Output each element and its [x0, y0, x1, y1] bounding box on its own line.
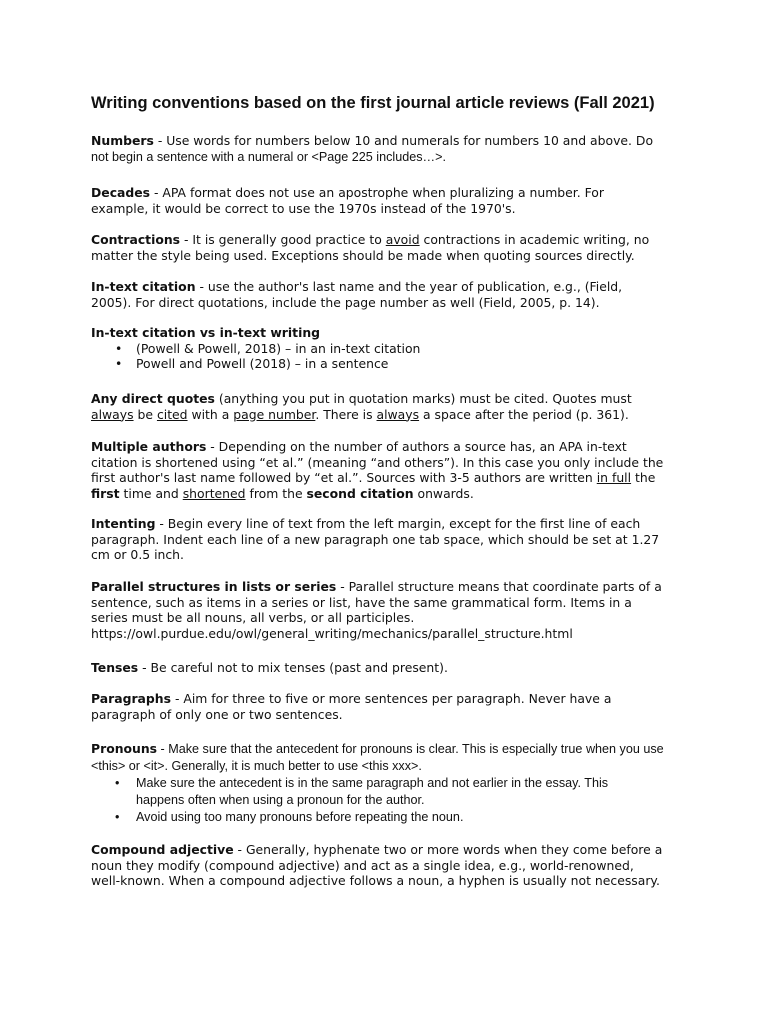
multiple-underline-shortened: shortened: [182, 485, 246, 501]
quotes-underline-page-number: page number: [233, 406, 316, 422]
decades-heading: Decades: [91, 185, 151, 200]
section-parallel-structures: [91, 579, 681, 641]
intenting-text-1: - Begin every line of text from the left margin, except for the first line of each: [155, 516, 641, 531]
section-tenses: [91, 660, 681, 676]
quotes-text-2a: be: [133, 406, 157, 422]
section-multiple-authors: [91, 439, 681, 501]
decades-text-1: - APA format does not use an apostrophe when pluralizing a number. For: [150, 185, 604, 200]
section-intext-citation: [91, 279, 681, 310]
parallel-text-2: sentence, such as items in a series or list, have the same grammatical form. Items in a: [91, 594, 632, 610]
compound-text-1: - Generally, hyphenate two or more words when they come before a: [233, 842, 663, 857]
numbers-text-2: not begin a sentence with a numeral or <Page 225 includes…>.: [91, 149, 446, 164]
intenting-text-2: paragraph. Indent each line of a new paragraph one tab space, which should be set at 1.27: [91, 531, 660, 547]
contractions-text-2: matter the style being used. Exceptions should be made when quoting sources directly.: [91, 247, 635, 263]
paragraphs-text-1: - Aim for three to five or more sentences per paragraph. Never have a: [171, 691, 612, 706]
quotes-underline-always: always: [91, 406, 134, 422]
list-item: • Make sure the antecedent is in the same paragraph and not earlier in the essay. This happens often when using a pronoun for the author.: [91, 775, 631, 809]
pronouns-heading: Pronouns: [91, 741, 158, 756]
tenses-heading: Tenses: [91, 660, 139, 675]
multiple-bold-first: first: [91, 485, 120, 501]
multiple-text-4b: from the: [245, 485, 307, 501]
parallel-text-3: series must be all nouns, all verbs, or all participles.: [91, 610, 415, 625]
document-title: Writing conventions based on the first journal article reviews (Fall 2021): [91, 94, 655, 112]
parallel-text-1: - Parallel structure means that coordinate parts of a: [336, 579, 662, 594]
contractions-text-1b: contractions in academic writing, no: [419, 232, 650, 247]
section-contractions: [91, 232, 681, 263]
intext-text-2: 2005). For direct quotations, include the page number as well (Field, 2005, p. 14).: [91, 294, 600, 310]
section-intext-vs-writing: [91, 325, 681, 372]
intext-heading: In-text citation: [91, 279, 196, 294]
section-intenting: [91, 516, 681, 563]
parallel-url: https://owl.purdue.edu/owl/general_writing/mechanics/parallel_structure.html: [91, 625, 573, 641]
section-paragraphs: [91, 691, 681, 722]
contractions-text-1a: - It is generally good practice to: [180, 232, 386, 247]
multiple-text-4a: time and: [119, 485, 183, 501]
pronouns-text-1: - Make sure that the antecedent for pronouns is clear. This is especially true when you use: [157, 742, 664, 756]
numbers-text-1: - Use words for numbers below 10 and numerals for numbers 10 and above. Do: [153, 133, 654, 148]
quotes-text-2c: . There is: [315, 406, 377, 422]
section-pronouns: [91, 740, 681, 826]
intext-vs-list: [91, 341, 681, 372]
intext-vs-heading: In-text citation vs in-text writing: [91, 325, 321, 340]
paragraphs-text-2: paragraph of only one or two sentences.: [91, 706, 343, 722]
compound-text-2: noun they modify (compound adjective) and act as a single idea, e.g., world-renowned,: [91, 857, 634, 873]
multiple-text-3a: first author's last name followed by “et al.”. Sources with 3-5 authors are written: [91, 470, 597, 485]
compound-heading: Compound adjective: [91, 842, 234, 857]
multiple-text-4c: onwards.: [413, 485, 474, 501]
multiple-text-3b: the: [631, 470, 656, 485]
multiple-text-2: citation is shortened using “et al.” (meaning “and others”). In this case you only include the: [91, 454, 664, 470]
contractions-heading: Contractions: [91, 232, 181, 247]
parallel-heading: Parallel structures in lists or series: [91, 579, 337, 594]
pronouns-list: [91, 775, 631, 826]
list-item: • Avoid using too many pronouns before repeating the noun.: [91, 809, 631, 826]
section-numbers: [91, 133, 681, 165]
decades-text-2: example, it would be correct to use the 1970s instead of the 1970's.: [91, 200, 516, 216]
quotes-underline-cited: cited: [156, 406, 188, 422]
list-item: • (Powell & Powell, 2018) – in an in-text citation: [91, 341, 681, 357]
section-compound-adjective: [91, 842, 681, 889]
section-direct-quotes: [91, 391, 681, 422]
paragraphs-heading: Paragraphs: [91, 691, 171, 706]
quotes-underline-always-2: always: [376, 406, 420, 422]
multiple-underline-in-full: in full: [596, 470, 632, 485]
quotes-heading: Any direct quotes: [91, 391, 215, 406]
multiple-bold-second-citation: second citation: [306, 485, 414, 501]
intenting-heading: Intenting: [91, 516, 156, 531]
numbers-heading: Numbers: [91, 133, 154, 148]
section-decades: [91, 185, 681, 216]
contractions-underline-avoid: avoid: [385, 232, 420, 247]
quotes-text-2b: with a: [187, 406, 234, 422]
quotes-text-2d: a space after the period (p. 361).: [419, 406, 629, 422]
list-item: • Powell and Powell (2018) – in a sentence: [91, 356, 681, 372]
quotes-text-1: (anything you put in quotation marks) must be cited. Quotes must: [214, 391, 632, 406]
multiple-text-1: - Depending on the number of authors a source has, an APA in-text: [206, 439, 627, 454]
compound-text-3: well-known. When a compound adjective follows a noun, a hyphen is usually not necessary.: [91, 873, 660, 888]
multiple-heading: Multiple authors: [91, 439, 207, 454]
pronouns-text-2: <this> or <it>. Generally, it is much better to use <this xxx>.: [91, 759, 422, 773]
intenting-text-3: cm or 0.5 inch.: [91, 547, 184, 562]
tenses-text-1: - Be careful not to mix tenses (past and present).: [138, 660, 448, 675]
intext-text-1: - use the author's last name and the year of publication, e.g., (Field,: [195, 279, 623, 294]
